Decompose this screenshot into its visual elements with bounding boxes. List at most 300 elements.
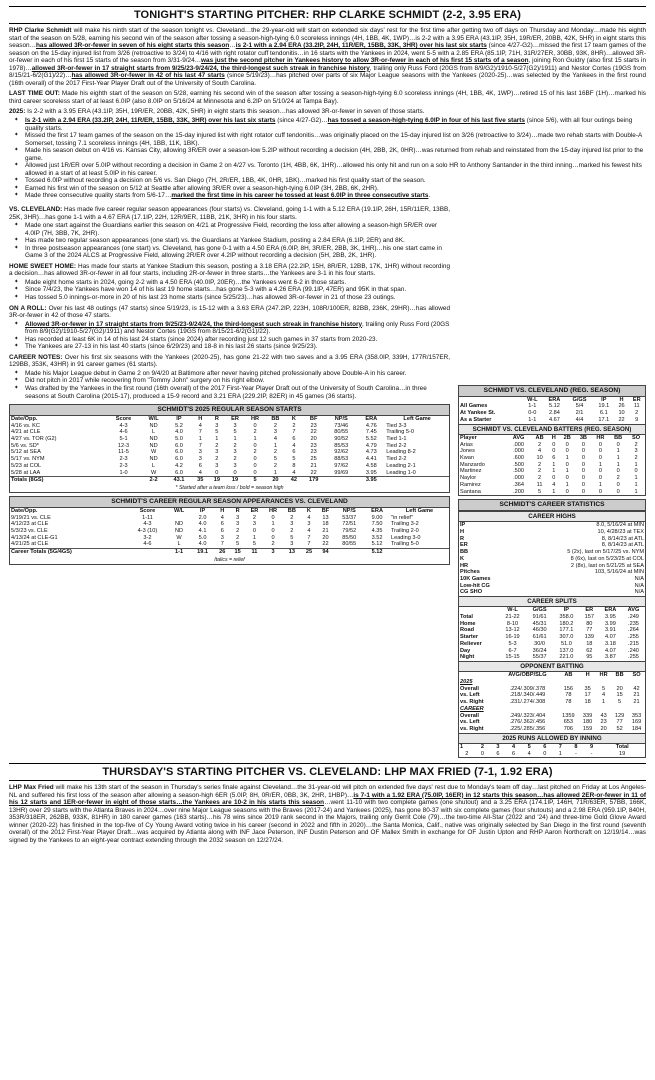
table-cell: 4.76 — [365, 422, 377, 429]
table-cell: 179 — [302, 477, 325, 484]
table-cell: 0 — [598, 475, 602, 482]
table-cell: 13-12 — [505, 627, 520, 634]
column-header: W-L — [507, 607, 518, 614]
fried-text: …went 11-10 with two complete games (one shutout) and a 3.25 ERA (174.1IP, 146H, 71R/63ER, 57BB, 166K, 13HR) over 29 starts with the Atlanta Braves in 2024…over nine Major League seasons with the Braves (2017-24) and Yankees (2025), has gone 80-37 with six complete games (four shutouts) and a 2.98 ERA (959.1IP, 840H, 353R/318ER, 262BB, 933K, 81HR) in 180 career games (163 starts)…his 78 wins since 2019 rank second in the Majors, trailing only Gerrit Cole (79)…the two-time All-Star (2022 and '24) and three-time Gold Glove Award winner (2020-22) has finished in the top-five of Cy Young Award voting twice in his career (second in 2022 and fifth in 2020)…the Santa Monica, Calif., native was originally selected by San Diego in the first round (seventh overall) of the 2012 First-Year Player Draft…was acquired by Atlanta along with INF Jace Peterson, INF Dustin Peterson and OF Mallex Smith in exchange for OF Justin Upton and RHP Aaron Northcraft on 12/19/14…was signed by the Yankees to an eight-year contract extending through the 2032 season on 12/27/24. — [9, 799, 646, 844]
bullet-highlight: Is 2-1 with a 2.94 ERA (33.2IP, 24H, 11R/ER, 15BB, 33K, 3HR) over his last six starts — [25, 116, 276, 124]
table-cell: 99/69 — [334, 469, 349, 476]
table-cell: "in relief" — [390, 514, 413, 521]
table-cell: 3 — [233, 462, 237, 469]
table-cell: Home — [460, 620, 476, 627]
table-cell: 19.1 — [191, 549, 215, 556]
table-cell: Trailing 5-0 — [386, 429, 414, 436]
column-header: HR — [599, 672, 608, 679]
table-cell: 21-22 — [505, 614, 520, 621]
table-cell: 13 — [282, 549, 301, 556]
table-cell: 36/24 — [532, 647, 547, 654]
table-cell: Career Totals (5G/4GS) — [10, 549, 127, 556]
table-cell: 6 — [292, 449, 296, 456]
column-header: IP — [176, 415, 182, 422]
table-cell: 4 — [307, 514, 311, 521]
table-cell: 5.12 — [371, 541, 383, 548]
table-cell: 1 — [552, 461, 556, 468]
vs-cleveland — [9, 206, 450, 221]
intro-text: … — [229, 42, 236, 50]
table-row — [10, 429, 449, 436]
table-cell: 1 — [634, 475, 638, 482]
table-cell: 5/28 at LAA — [11, 469, 41, 476]
table-cell: 3 — [264, 549, 283, 556]
career-high-label: R — [460, 535, 465, 542]
section-head: VS. CLEVELAND: — [9, 206, 63, 213]
intro-text: (since 4/27-G2)…missed the first 17 team games of the season on the 15-day injured list from 3/26 (retroactive to 3/24) to 4/16 with right rotator cuff tendonitis…in 16 starts with the Yankees in 2024, went 5-5 with a 2.85 ERA (85.1IP, 71H, 31R/27ER, 30BB, 93K, 8HR)…allowed 3R-or-fewer in each of his first 15 starts of the season from 3/31-9/24… — [9, 42, 646, 65]
table-cell: .000 — [513, 475, 524, 482]
table-cell: 46/30 — [532, 627, 547, 634]
table-cell: 353 — [631, 712, 642, 719]
table-body — [10, 423, 449, 484]
table-cell: 4 — [220, 514, 224, 521]
column-header: 3B — [579, 434, 587, 441]
table-cell: Manzardo — [460, 461, 485, 468]
table-cell: 2 — [253, 449, 257, 456]
table-cell: W — [150, 449, 157, 456]
table-cell: L — [177, 541, 181, 548]
table-cell: 2-3 — [119, 462, 128, 469]
column-header: BB — [287, 507, 296, 514]
table-cell: 6 — [552, 455, 556, 461]
table-cell: 17.1 — [598, 416, 610, 423]
bullet-item — [9, 117, 646, 132]
column-header: ERA — [548, 396, 561, 403]
column-header: SO — [632, 672, 641, 679]
table-cell: 4.73 — [365, 449, 377, 456]
table-cell: 159 — [582, 725, 593, 732]
career-high-label: IP — [460, 522, 466, 529]
table-cell: 0 — [616, 441, 620, 448]
table-cell: 0 — [598, 488, 602, 495]
career-high-row — [459, 542, 645, 549]
column-header: Score — [139, 507, 156, 514]
table-cell: 5.0 — [175, 436, 183, 442]
table-cell: 18 — [322, 521, 329, 528]
table-cell: .500 — [513, 468, 524, 475]
table-header-row — [459, 607, 645, 614]
table-cell: 9.00 — [371, 514, 383, 521]
box-title: SCHMIDT'S CAREER STATISTICS — [459, 500, 645, 511]
table-cell: 706 — [563, 725, 574, 732]
table-cell: 43.1 — [166, 477, 192, 484]
table-cell: 358.0 — [559, 614, 574, 621]
inning-value: 2 — [465, 750, 469, 757]
table-row — [459, 614, 645, 621]
table-cell: 0 — [616, 481, 620, 488]
table-cell: 0 — [252, 527, 257, 534]
table-cell: 2 — [538, 461, 542, 468]
table-cell: 5 — [215, 429, 219, 436]
table-cell: 4.67 — [548, 416, 560, 423]
table-cell: 3.18 — [604, 640, 616, 647]
table-cell: 5/3/23 vs. CLE — [11, 527, 48, 534]
table-cell: 4.2 — [175, 462, 183, 469]
table-cell: Tied 1-1 — [386, 436, 407, 442]
box-subtitle: CAREER HIGHS — [459, 511, 645, 522]
column-header: AVG — [627, 607, 640, 614]
table-cell: 80/55 — [342, 541, 357, 548]
table-row — [459, 442, 645, 449]
table-header-row — [459, 435, 645, 442]
table-cell: 4 — [292, 469, 296, 476]
bullet-item: ✦ Has recorded at least 6K in 14 of his last 24 starts (since 2024) after recording just 12 such games in 37 starts from 2020-23. — [9, 336, 450, 344]
column-header: R — [214, 415, 219, 422]
table-cell: 5/4 — [575, 403, 584, 410]
column-header: AVG — [512, 434, 525, 441]
table-cell: 95 — [586, 654, 593, 661]
table-cell: 0 — [253, 442, 257, 449]
table-cell: .255 — [628, 654, 639, 661]
column-header: W/L — [148, 415, 159, 422]
column-header: 3 — [496, 743, 500, 750]
table-cell: 129 — [614, 712, 625, 719]
table-cell: .231/.274/.308 — [509, 699, 546, 706]
table-cell: .240 — [628, 647, 639, 654]
table-cell: 35 — [192, 477, 209, 484]
table-cell: 4.58 — [365, 462, 377, 469]
box-title: SCHMIDT VS. CLEVELAND (REG. SEASON) — [459, 386, 645, 397]
table-cell: 2 — [634, 455, 638, 461]
table-row — [10, 521, 449, 528]
table-cell: 55/37 — [532, 654, 547, 661]
table-cell: 3 — [220, 534, 224, 541]
table-row — [459, 719, 645, 726]
table-cell: 35 — [584, 685, 591, 692]
table-cell: 0 — [552, 475, 556, 482]
column-header: Player — [460, 434, 477, 441]
table-row — [459, 482, 645, 489]
table-cell: 42 — [633, 685, 640, 692]
table-cell: 97/62 — [334, 462, 349, 469]
table-cell: 1 — [273, 442, 277, 449]
table-cell: 0 — [581, 481, 585, 488]
last-time-out — [9, 90, 646, 105]
table-cell: 23 — [310, 442, 317, 449]
table-cell: 1 — [253, 436, 257, 442]
table-cell: 3 — [215, 422, 219, 429]
table-cell: 4-3 — [143, 521, 152, 528]
table-cell: 25 — [310, 456, 317, 463]
table-cell: Reliever — [460, 640, 482, 647]
table-cell: 5/6 vs. SD* — [11, 442, 39, 449]
table-cell: L — [152, 429, 156, 436]
table-cell — [385, 477, 449, 484]
column-header: Left Game — [405, 507, 434, 514]
bullet-item — [9, 321, 450, 336]
table-cell: ND — [149, 442, 158, 449]
table-row — [459, 462, 645, 469]
table-cell: 1 — [565, 455, 569, 461]
table-cell: Road — [460, 627, 474, 634]
table-cell: 2 — [290, 514, 294, 521]
column-header: K — [306, 507, 311, 514]
table-cell: 4/4 — [575, 416, 584, 423]
group-label: 2025 — [460, 678, 473, 685]
table-cell: 307.0 — [559, 634, 574, 641]
intro-highlight: allowed 3R-or-fewer in 17 straight starts from 9/25/23-9/24/24, the third-longest such streak in franchise history — [31, 64, 370, 72]
table-cell: 2 — [233, 456, 237, 463]
table-cell: Trailing 2-0 — [390, 527, 419, 534]
table-cell: 5/12 at SEA — [11, 449, 41, 456]
inning-value: 0 — [543, 750, 547, 757]
table-cell: 3 — [252, 521, 257, 528]
column-header: H — [551, 434, 556, 441]
table-cell: 11 — [245, 549, 263, 556]
table-cell: 21 — [633, 699, 640, 706]
table-row — [10, 463, 449, 470]
career-high-value: N/A — [634, 575, 644, 582]
table-cell: .600 — [513, 455, 524, 461]
table-cell: 77 — [616, 719, 623, 726]
column-header: ER — [585, 607, 594, 614]
career-high-row — [459, 569, 645, 576]
table-body — [459, 614, 645, 661]
table-row — [10, 436, 449, 443]
table-cell: 61/61 — [532, 634, 547, 641]
column-header: ER — [231, 415, 239, 422]
table-row — [459, 410, 645, 417]
table-cell: .364 — [513, 481, 524, 488]
table-cell: 4/27 vs. TOR (G2) — [11, 436, 57, 442]
table-cell: 3 — [307, 521, 311, 528]
table-cell: 1 — [634, 481, 638, 488]
table-cell: 1-1 — [528, 416, 537, 423]
table-row — [459, 713, 645, 720]
table-row — [459, 403, 645, 410]
inning-value: 0 — [480, 750, 484, 757]
totals-row — [10, 477, 449, 484]
career-high-value: 103, 5/16/24 at MIN — [594, 569, 644, 576]
career-notes — [9, 354, 450, 369]
column-header: H — [198, 415, 203, 422]
table-cell: 2/1 — [575, 410, 584, 417]
table-cell: Martinez — [460, 468, 482, 475]
table-cell: 19 — [225, 477, 245, 484]
column-header: HR — [596, 434, 605, 441]
table-cell: 3 — [273, 429, 277, 436]
column-header: 2 — [480, 743, 484, 750]
table-row — [459, 634, 645, 641]
table-cell: 6 — [198, 462, 202, 469]
column-header: K — [291, 415, 296, 422]
column-header: BB — [615, 672, 624, 679]
career-high-value: 2 (8x), last on 5/21/25 at SEA — [570, 562, 644, 569]
table-cell: 85/53 — [334, 442, 349, 449]
career-bullets — [9, 370, 450, 400]
table-cell: 79/52 — [342, 527, 357, 534]
table-cell: 4-3 — [119, 422, 128, 429]
table-cell: 5/23 at COL — [11, 462, 42, 469]
table-cell: .225/.285/.356 — [509, 725, 546, 732]
box-subtitle: 2025 RUNS ALLOWED BY INNING — [459, 733, 645, 744]
table-cell: 4/13/24 at CLE-G1 — [11, 534, 58, 541]
table-cell: 3 — [290, 521, 294, 528]
table-row — [459, 621, 645, 628]
column-header: W-L — [527, 396, 538, 403]
column-header: ER — [632, 396, 641, 403]
table-cell: 2 — [538, 468, 542, 475]
table-cell: 0 — [253, 462, 257, 469]
table-cell: ND — [175, 521, 184, 528]
table-cell: 1 — [598, 481, 602, 488]
table-title: SCHMIDT'S 2025 REGULAR SEASON STARTS — [10, 405, 449, 416]
table-cell: 0 — [581, 488, 585, 495]
table-cell: 22 — [322, 541, 329, 548]
table-cell: 5.0 — [198, 534, 207, 541]
table-cell: 45/31 — [532, 620, 547, 627]
vs-cleveland-appearances-table — [9, 496, 450, 565]
table-cell: 3.52 — [371, 534, 383, 541]
bullet-text: , trailing only Russ Ford (20GS from 8/9(G2)/1910-5/27(G2)/1911) and Nestor Cortes (19GS from 8/15/21-6/2(G1)/22). — [25, 320, 450, 336]
table-row — [459, 686, 645, 693]
career-high-value: 5 (2x), last on 5/17/25 vs. NYM — [567, 549, 644, 556]
table-header-row — [10, 416, 449, 423]
table-cell: 221.0 — [559, 654, 574, 661]
career-high-label: K — [460, 555, 465, 562]
table-cell: 13 — [322, 514, 329, 521]
table-cell: 3 — [215, 462, 219, 469]
table-cell: Day — [460, 647, 471, 654]
table-cell: 4 — [307, 527, 311, 534]
inning-value: 1 — [558, 750, 562, 757]
table-row — [10, 535, 449, 542]
career-high-label: HR — [460, 562, 469, 569]
table-cell: 5-3 — [508, 640, 517, 647]
table-cell: 26 — [618, 403, 625, 410]
table-cell — [168, 515, 191, 522]
table-cell: ND — [149, 436, 158, 442]
table-cell: .200 — [513, 488, 524, 495]
column-header: H — [585, 672, 590, 679]
column-header: AB — [535, 434, 544, 441]
table-cell: 2 — [271, 541, 275, 548]
opp-group-label — [459, 679, 645, 686]
column-header: BF — [309, 415, 318, 422]
table-cell: 3 — [233, 449, 237, 456]
bullet-text: . — [428, 192, 431, 200]
table-cell: 1 — [552, 488, 556, 495]
table-cell: 78 — [565, 699, 572, 706]
table-cell: 4/16 vs. KC — [11, 422, 40, 429]
column-header: IP — [601, 396, 607, 403]
column-header: AVG/OBP/SLG — [508, 672, 547, 679]
table-cell: 1 — [634, 488, 638, 495]
bullet-item — [9, 192, 646, 200]
table-cell: 3.99 — [604, 620, 616, 627]
table-cell: Tied 2-2 — [386, 456, 407, 463]
table-cell: 1 — [565, 481, 569, 488]
column-header: 6 — [543, 743, 547, 750]
table-cell: 3 — [198, 456, 202, 463]
table-cell: 0 — [581, 475, 585, 482]
table-cell: Trailing 5-0 — [390, 541, 419, 548]
table-cell — [127, 549, 167, 556]
career-high-row — [459, 589, 645, 596]
table-cell: ND — [175, 527, 184, 534]
bullet-item: ✦ Made his Major League debut in Game 2 on 9/4/20 at Baltimore after never having pitched professionally above Double-A in his career. — [9, 370, 450, 378]
intro-text: (since 5/19/23)…has pitched over parts of six Major League seasons with the Yankees (2020-25)…was selected by the Yankees in the first round (16th overall) of the 2017 First-Year Player Draft out of the University of South Carolina. — [9, 72, 646, 87]
section-text: Over his last 48 outings (47 starts) since 5/19/23, is 15-12 with a 3.63 ERA (247.2IP, 223H, 108R/100ER, 82BB, 236K, 29HR)…has allowed 3R-or-fewer in 42 of those 47 starts. — [9, 304, 450, 320]
table-cell: 11 — [536, 481, 543, 488]
table-cell: .276/.362/.456 — [509, 719, 546, 726]
table-cell: 2 — [635, 410, 639, 417]
notes-column — [9, 203, 450, 568]
table-cell: .249 — [628, 614, 639, 621]
table-cell: 7 — [292, 429, 296, 436]
fried-highlight: is 7-1 with a 1.92 ERA (75.0IP, 16ER) in 12 starts this season…has allowed 2ER-or-fewer in 11 of his 12 starts and 1ER-or-fewer in eight of those starts…the Yankees are 10-2 in his starts this season — [9, 791, 646, 807]
bullet-item: ✦ Made one start against the Guardians earlier this season on 4/21 at Progressive Field, recording the loss after allowing a season-high 5R/ER over 4.0IP (7H, 3BB, 7K, 2HR). — [9, 222, 450, 237]
column-header: BB — [614, 434, 623, 441]
bullet-item: ✦ Has made two regular season appearances (one start) vs. the Guardians at Yankee Stadium, posting a 2.84 ERA (6.1IP, 2ER) and 8K. — [9, 237, 450, 245]
column-header: IP — [563, 607, 570, 614]
table-cell: 0 — [616, 468, 620, 475]
table-cell: 4 — [273, 436, 277, 442]
section-text: Is 2-2 with a 3.95 ERA (43.1IP, 35H, 19R/ER, 20BB, 42K, 5HR) in eight starts this season…has allowed 3R-or-fewer in seven of those starts. — [25, 108, 425, 116]
bullet-item: ✦ Made his season debut on 4/16 vs. Kansas City, allowing 3R/ER over a season-low 5.2IP without recording a decision (4H, 2BB, 2K, 0HR)…was returned from rehab and reinstated from the 15-day injured list prior to the game. — [9, 147, 646, 162]
table-header-row — [10, 508, 449, 515]
table-cell: 0 — [233, 469, 237, 476]
on-a-roll — [9, 305, 450, 320]
table-cell — [106, 477, 141, 484]
career-high-label: 10K Games — [460, 575, 491, 582]
table-cell: 7 — [198, 429, 202, 436]
column-header: 7 — [558, 743, 562, 750]
table-cell: 4/21 at CLE — [11, 429, 41, 436]
table-cell: vs. Left — [460, 719, 480, 726]
career-high-row — [459, 536, 645, 543]
table-cell: .264 — [628, 627, 639, 634]
table-row — [459, 455, 645, 462]
home-sweet-home — [9, 263, 450, 278]
table-cell: 0 — [581, 448, 585, 455]
column-header: G/GS — [532, 607, 547, 614]
table-cell: 653 — [563, 719, 574, 726]
table-cell: 4-6 — [119, 429, 128, 436]
pitcher-name: LHP Max Fried — [9, 783, 54, 791]
table-note: Italics = relief — [214, 556, 245, 563]
table-cell: 7 — [307, 534, 311, 541]
table-cell: Total — [460, 614, 473, 621]
table-cell: 94 — [317, 549, 335, 556]
table-cell: 177.1 — [559, 627, 574, 634]
column-header: SO — [632, 434, 641, 441]
column-header: 2B — [563, 434, 571, 441]
table-cell: 8 — [292, 462, 296, 469]
box-subtitle: OPPONENT BATTING — [459, 661, 645, 672]
career-high-label: Low-hit CG — [460, 582, 490, 589]
table-cell: 78 — [565, 692, 572, 699]
table-cell: Arias — [460, 441, 473, 448]
column-header: Date/Opp. — [11, 507, 38, 514]
table-cell: 91/61 — [532, 614, 547, 621]
table-cell: 2 — [233, 442, 237, 449]
table-cell: 90/52 — [334, 436, 349, 442]
table-cell: 3 — [634, 448, 638, 455]
table-cell: 1 — [616, 448, 620, 455]
table-cell: 3.95 — [365, 469, 377, 476]
table-cell: 4 — [538, 448, 542, 455]
inning-value: - — [575, 750, 577, 757]
table-cell: 19.1 — [598, 403, 610, 410]
table-cell: 2 — [616, 475, 620, 482]
table-cell: 3-2 — [143, 534, 152, 541]
table-cell: 10 — [618, 410, 625, 417]
